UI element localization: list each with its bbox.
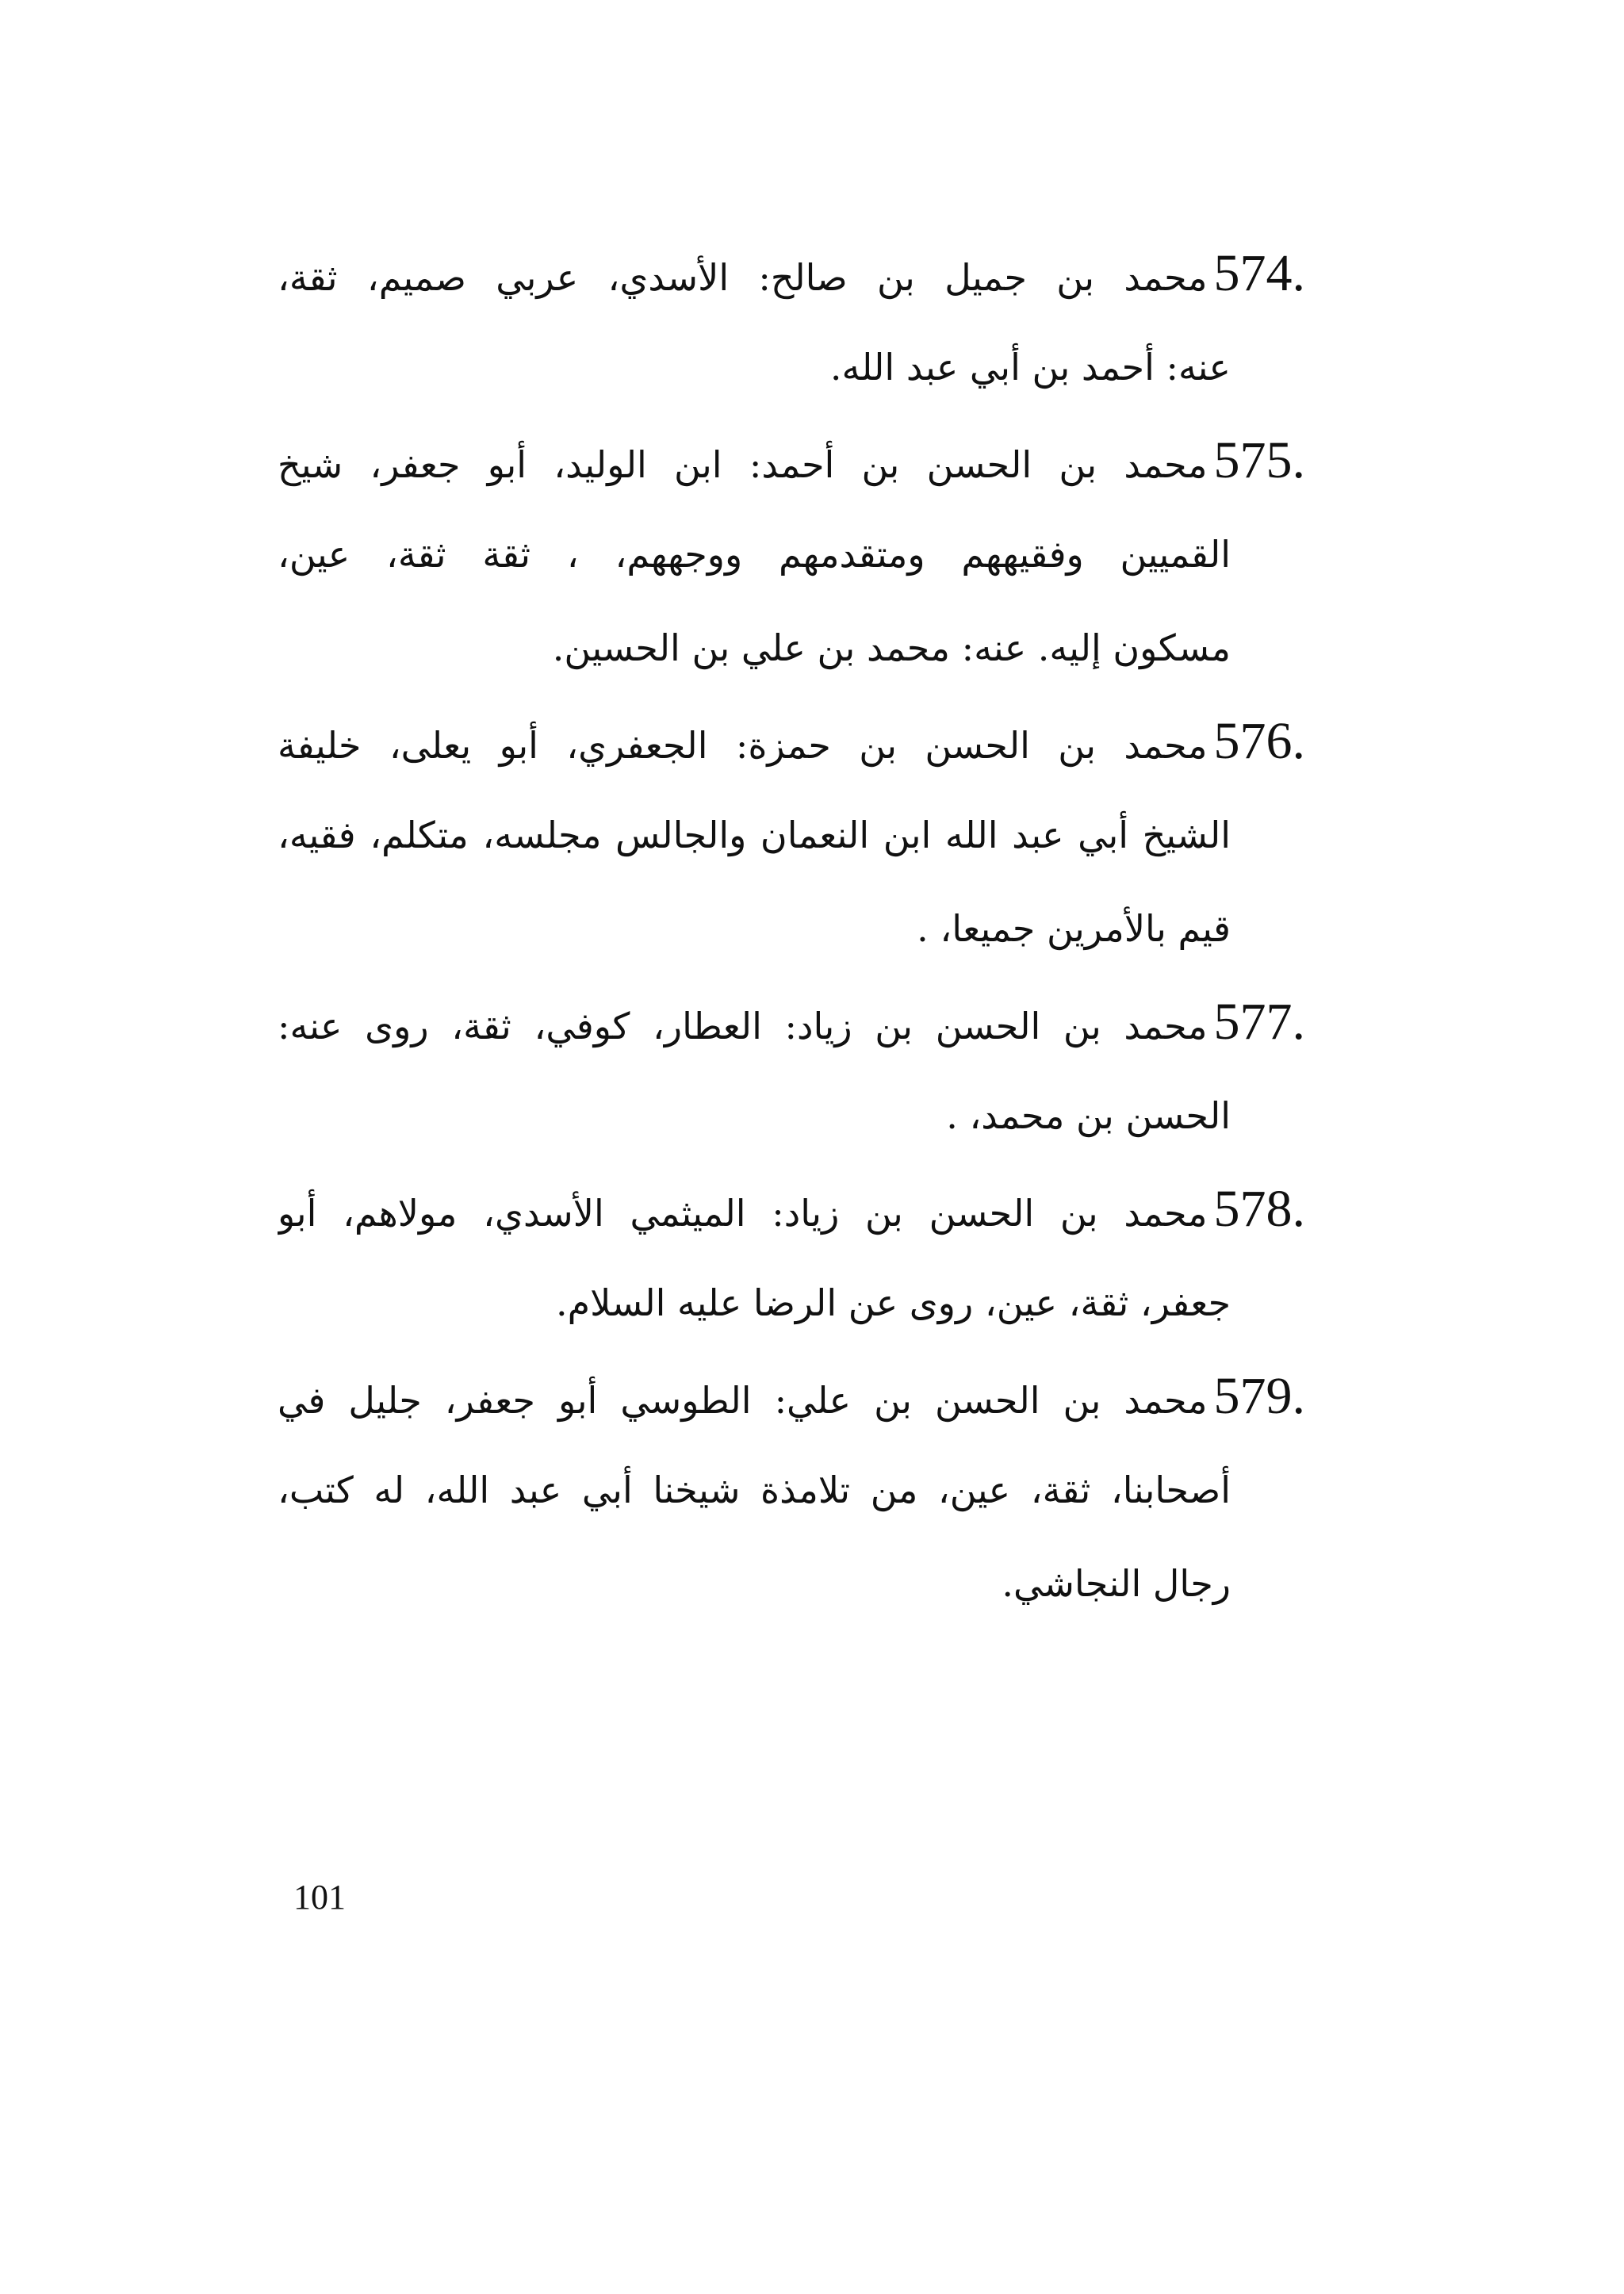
entry-number: 578. [1213,1180,1305,1238]
entry-line [278,788,1231,882]
entry-text: رجال النجاشي. [1002,1562,1231,1605]
entry-text: أصحابنا، ثقة، عين، من تلامذة شيخنا أبي عبد الله، له كتب، [278,1469,1231,1511]
entry-579 [278,1350,1305,1630]
entry-text: محمد بن الحسن بن زياد: العطار، كوفي، ثقة، روى عنه: [278,1005,1208,1047]
entry-line [278,1162,1305,1256]
entry-text: عنه: أحمد بن أبي عبد الله. [829,346,1231,389]
entry-line [278,1443,1231,1537]
entry-line [278,975,1305,1069]
entry-text: الحسن بن محمد، . [946,1094,1231,1137]
entry-line [278,414,1305,507]
entry-text: الشيخ أبي عبد الله ابن النعمان والجالس مجلسه، متكلم، فقيه، [278,814,1231,856]
entry-line [278,320,1231,414]
entry-line [278,1256,1231,1350]
entry-576 [278,695,1305,975]
entry-line [278,1350,1305,1443]
entry-575 [278,414,1305,695]
entry-line [278,227,1305,320]
entry-number: 574. [1213,244,1305,302]
entry-text: جعفر، ثقة، عين، روى عن الرضا عليه السلام. [556,1281,1231,1324]
entry-line [278,1069,1231,1162]
entry-text: محمد بن الحسن بن علي: الطوسي أبو جعفر، جليل في [278,1379,1208,1422]
entry-text: القميين وفقيههم ومتقدمهم ووجههم، ، ثقة ثقة، عين، [278,533,1231,576]
entry-text: محمد بن الحسن بن حمزة: الجعفري، أبو يعلى، خليفة [278,724,1208,767]
entry-text: مسكون إليه. عنه: محمد بن علي بن الحسين. [552,626,1231,669]
entry-574 [278,227,1305,414]
entry-line [278,507,1231,601]
entry-line [278,1537,1231,1630]
entry-number: 577. [1213,993,1305,1051]
entry-578 [278,1162,1305,1350]
entry-577 [278,975,1305,1162]
entry-text: محمد بن جميل بن صالح: الأسدي، عربي صميم، ثقة، [278,256,1208,299]
entry-line [278,695,1305,788]
page-number: 101 [293,1878,346,1917]
entry-number: 579. [1213,1367,1305,1425]
document-body [278,227,1305,1630]
entry-text: محمد بن الحسن بن أحمد: ابن الوليد، أبو جعفر، شيخ [278,443,1208,486]
entry-text: قيم بالأمرين جميعا، . [917,907,1231,950]
entry-number: 576. [1213,712,1305,770]
entry-number: 575. [1213,431,1305,489]
entry-line [278,882,1231,975]
entry-text: محمد بن الحسن بن زياد: الميثمي الأسدي، مولاهم، أبو [278,1192,1208,1235]
entry-line [278,601,1231,695]
